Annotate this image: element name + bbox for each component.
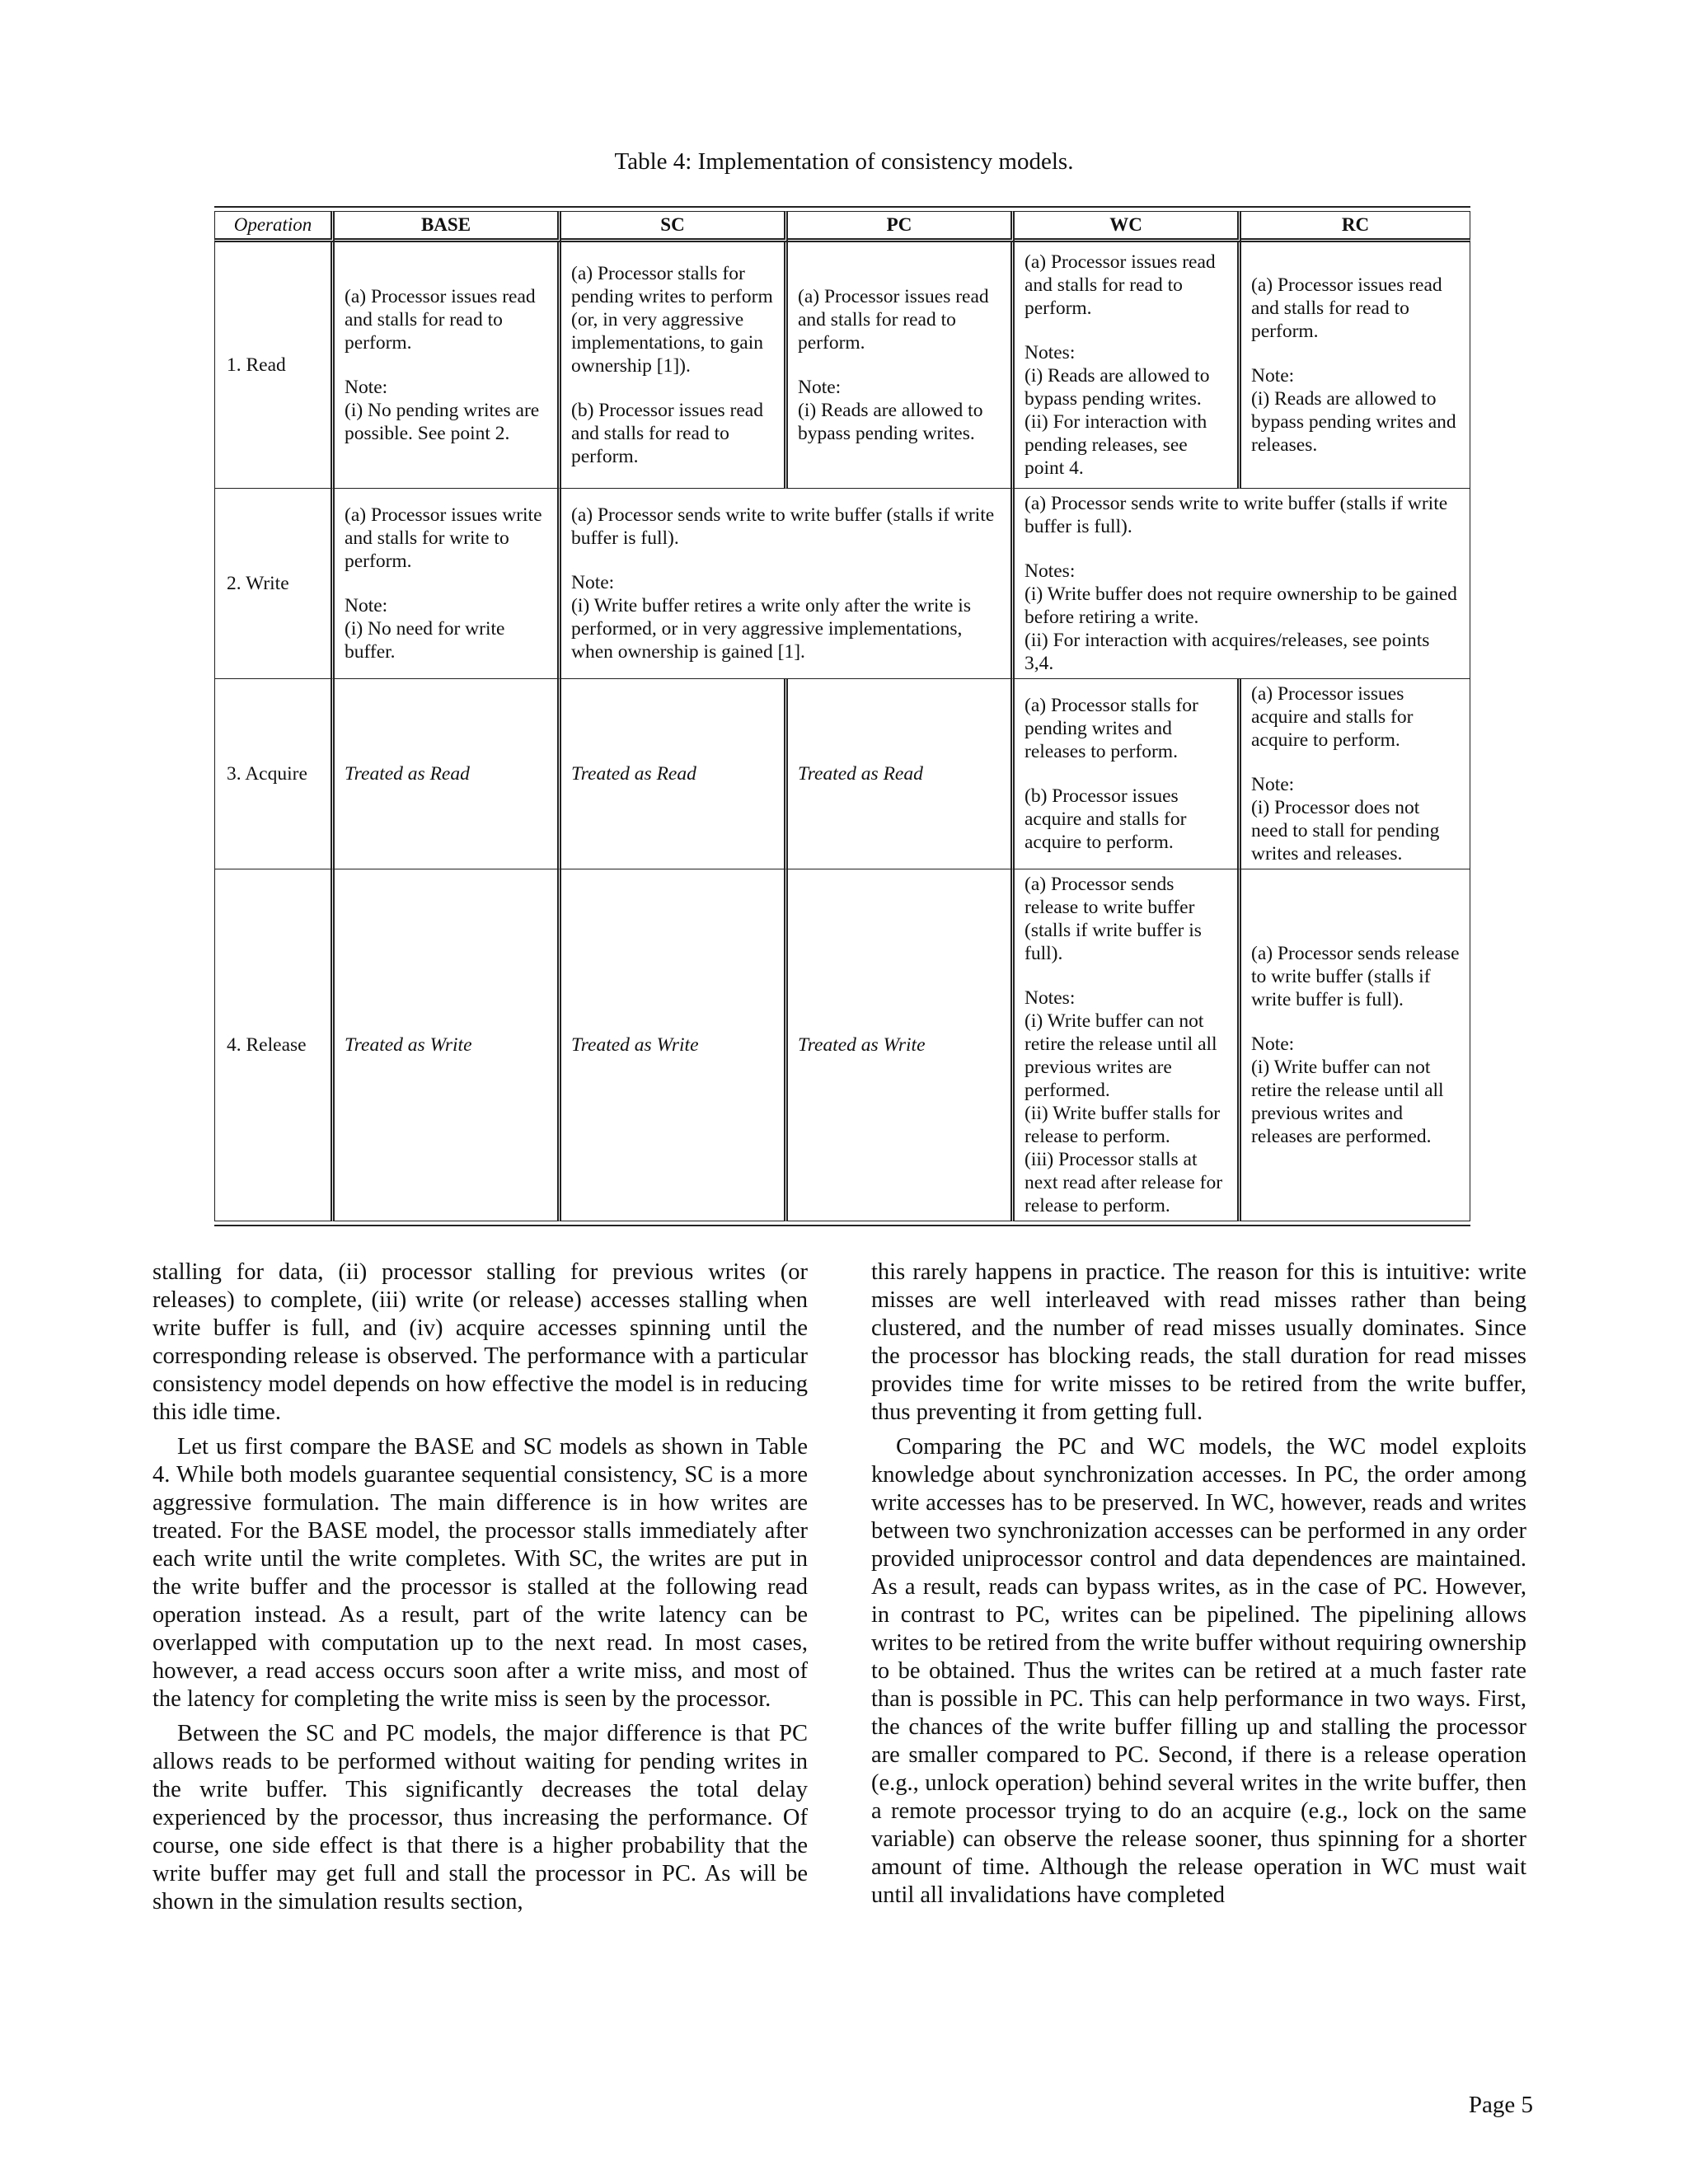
cell-acquire-operation: 3. Acquire <box>214 679 335 869</box>
cell-release-pc: Treated as Write <box>788 869 1015 1221</box>
consistency-models-table <box>214 211 1470 1221</box>
cell-release-sc: Treated as Write <box>561 869 788 1221</box>
table-caption: Table 4: Implementation of consistency models. <box>614 148 1074 175</box>
cell-read-operation: 1. Read <box>214 242 335 489</box>
cell-read-pc: (a) Processor issues read and stalls for read to perform. Note: (i) Reads are allowed to bypass pending writes. <box>788 242 1015 489</box>
table-row-read <box>214 242 1470 489</box>
cell-read-wc: (a) Processor issues read and stalls for read to perform. Notes: (i) Reads are allowed to bypass pending writes. (ii) For interaction with pending releases, see point 4. <box>1015 242 1241 489</box>
cell-acquire-wc: (a) Processor stalls for pending writes and releases to perform. (b) Processor issues acquire and stalls for acquire to perform. <box>1015 679 1241 869</box>
cell-read-rc: (a) Processor issues read and stalls for read to perform. Note: (i) Reads are allowed to bypass pending writes and releases. <box>1241 242 1470 489</box>
table-row-write <box>214 489 1470 679</box>
cell-write-operation: 2. Write <box>214 489 335 679</box>
header-pc: PC <box>788 211 1015 242</box>
cell-release-base: Treated as Write <box>335 869 561 1221</box>
cell-release-rc: (a) Processor sends release to write buffer (stalls if write buffer is full). Note: (i) Write buffer can not retire the release until all previous writes and releases are performed. <box>1241 869 1470 1221</box>
header-wc: WC <box>1015 211 1241 242</box>
cell-acquire-rc: (a) Processor issues acquire and stalls for acquire to perform. Note: (i) Processor does not need to stall for pending writes and releases. <box>1241 679 1470 869</box>
consistency-table-frame <box>214 206 1470 1226</box>
table-row-acquire <box>214 679 1470 869</box>
paragraph: Let us first compare the BASE and SC models as shown in Table 4. While both models guarantee sequential consistency, SC is a more aggressive formulation. The main difference is in how writes are treated. For the BASE model, the processor stalls immediately after each write until the write completes. With SC, the writes are put in the write buffer and the processor is stalled at the following read operation instead. As a result, part of the write latency can be overlapped with computation up to the next read. In most cases, however, a read access occurs soon after a write miss, and most of the latency for completing the write miss is seen by the processor. <box>152 1434 808 1712</box>
body-column-left <box>152 1258 808 1923</box>
header-sc: SC <box>561 211 788 242</box>
cell-release-wc: (a) Processor sends release to write buffer (stalls if write buffer is full). Notes: (i) Write buffer can not retire the release until all previous writes are performed. (ii) Write buffer stalls for release to perform. (iii) Processor stalls at next read after release for release to perform. <box>1015 869 1241 1221</box>
cell-write-base: (a) Processor issues write and stalls for write to perform. Note: (i) No need for write buffer. <box>335 489 561 679</box>
paragraph: stalling for data, (ii) processor stalling for previous writes (or releases) to complete, (iii) write (or release) accesses stalling when write buffer is full, and (iv) acquire accesses spinning until the corresponding release is observed. The performance with a particular consistency model depends on how effective the model is in reducing this idle time. <box>152 1259 808 1425</box>
cell-acquire-sc: Treated as Read <box>561 679 788 869</box>
table-header-row <box>214 211 1470 242</box>
paragraph: this rarely happens in practice. The reason for this is intuitive: write misses are well interleaved with read misses rather than being clustered, and the number of read misses usually dominates. Since the processor has blocking reads, the stall duration for read misses provides time for write misses to be retired from the write buffer, thus preventing it from getting full. <box>871 1259 1526 1425</box>
paragraph: Comparing the PC and WC models, the WC model exploits knowledge about synchronization accesses. In PC, the order among write accesses has to be preserved. In WC, however, reads and writes between two synchronization accesses can be performed in any order provided uniprocessor control and data dependences are maintained. As a result, reads can bypass writes, as in the case of PC. However, in contrast to PC, writes can be pipelined. The pipelining allows writes to be retired from the write buffer without requiring ownership to be obtained. Thus the writes can be retired at a much faster rate than is possible in PC. This can help performance in two ways. First, the chances of the write buffer filling up and stalling the processor are smaller compared to PC. Second, if there is a release operation (e.g., unlock operation) behind several writes in the write buffer, then a remote processor trying to do an acquire (e.g., lock on the same variable) can observe the release sooner, thus spinning for a shorter amount of time. Although the release operation in WC must wait until all invalidations have completed <box>871 1434 1526 1908</box>
header-base: BASE <box>335 211 561 242</box>
cell-read-base: (a) Processor issues read and stalls for read to perform. Note: (i) No pending writes are possible. See point 2. <box>335 242 561 489</box>
page-number: Page 5 <box>1468 2092 1533 2118</box>
cell-acquire-base: Treated as Read <box>335 679 561 869</box>
cell-write-wc-rc: (a) Processor sends write to write buffer (stalls if write buffer is full). Notes: (i) Write buffer does not require ownership to be gained before retiring a write. (ii) For interaction with acquires/releases, see points 3,4. <box>1015 489 1470 679</box>
cell-acquire-pc: Treated as Read <box>788 679 1015 869</box>
cell-release-operation: 4. Release <box>214 869 335 1221</box>
header-rc: RC <box>1241 211 1470 242</box>
paragraph: Between the SC and PC models, the major difference is that PC allows reads to be performed without waiting for pending writes in the write buffer. This significantly decreases the total delay experienced by the processor, thus increasing the performance. Of course, one side effect is that there is a higher probability that the write buffer may get full and stall the processor in PC. As will be shown in the simulation results section, <box>152 1721 808 1915</box>
body-column-right <box>871 1258 1526 1916</box>
table-row-release <box>214 869 1470 1221</box>
cell-read-sc: (a) Processor stalls for pending writes to perform (or, in very aggressive implementations, to gain ownership [1]). (b) Processor issues read and stalls for read to perform. <box>561 242 788 489</box>
cell-write-sc-pc: (a) Processor sends write to write buffer (stalls if write buffer is full). Note: (i) Write buffer retires a write only after the write is performed, or in very aggressive implementations, when ownership is gained [1]. <box>561 489 1015 679</box>
header-operation: Operation <box>214 211 335 242</box>
